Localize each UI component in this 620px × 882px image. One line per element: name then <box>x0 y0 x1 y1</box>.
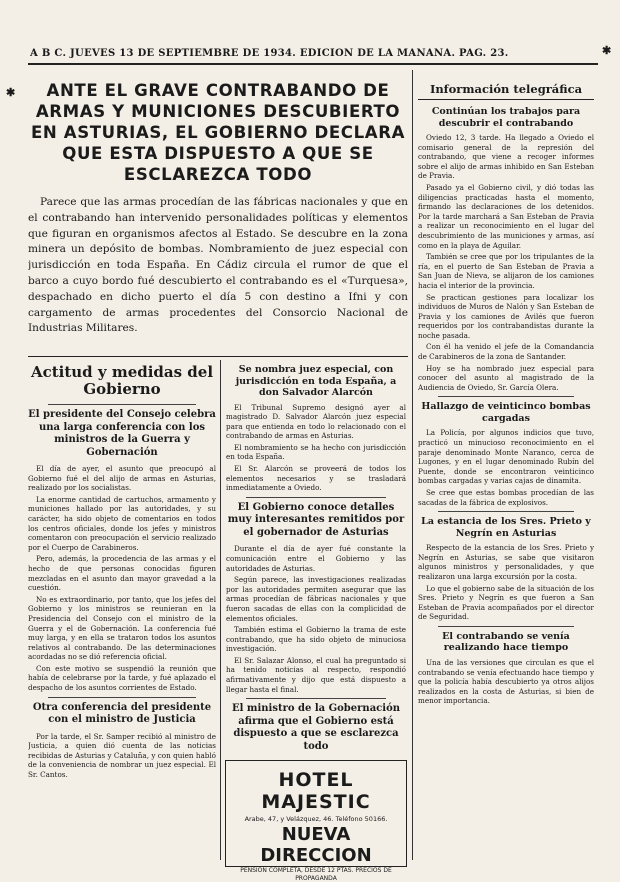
col2-subhead-1: El Gobierno conoce detalles muy interesantes remitidos por el gobernador de Asturias <box>227 501 405 538</box>
ad-pension-text: PENSION COMPLETA, DESDE 12 PTAS. PRECIOS DE PROPAGANDA <box>240 867 392 882</box>
separator <box>438 396 574 397</box>
paragraph: También se cree que por los tripulantes de la ría, en el puerto de San Esteban de Pravia a San Juan de Nieva, se alijaron de los camiones hacia el interior de la provincia. <box>418 252 594 290</box>
col3-subhead-2: Hallazgo de veinticinco bombas cargadas <box>421 401 591 424</box>
col3-subhead-1: Continúan los trabajos para descubrir el contrabando <box>431 106 581 129</box>
lead-rule <box>28 356 408 357</box>
paragraph: Se cree que estas bombas procedían de las sacadas de la fábrica de explosivos. <box>418 488 594 507</box>
lead-paragraph: Parece que las armas procedían de las fábricas nacionales y que en el contrabando han intervenido personalidades políticas y elementos que figuran en organismos afectos al Estado. Se descubre en la zona minera un depósito de bombas. Nombramiento de juez especial con jurisdicción en toda España. En Cádiz circula el rumor de que el barco a cuyo bordo fué descubierto el contrabando es el «Turquesa», despachado en dicho puerto el día 5 con destino a Ifni y con cargamento de armas procedentes del Consorcio Nacional de Industrias Militares. <box>28 196 408 335</box>
col2-subhead-2: El ministro de la Gobernación afirma que el Gobierno está dispuesto a que se esclarezca todo <box>231 703 401 752</box>
separator <box>246 698 386 699</box>
paragraph: El Sr. Alarcón se proveerá de todos los elementos necesarios y se trasladará inmediatamente a Oviedo. <box>226 464 406 493</box>
header-rule <box>28 63 598 65</box>
col3-subhead-3: La estancia de los Sres. Prieto y Negrín en Asturias <box>421 516 591 539</box>
column-3 <box>418 102 594 860</box>
paragraph: Pasado ya el Gobierno civil, y dió todas las diligencias practicadas hasta el momento, firmando las declaraciones de los detenidos. Por la tarde marchará a San Esteban de Pravia a realizar un reconocimiento en el lugar del descubrimiento de las municiones y armas, así como en la playa de Aguilar. <box>418 182 594 250</box>
section-rule <box>418 99 594 100</box>
paragraph: Hoy se ha nombrado juez especial para conocer del asunto al magistrado de la Audiencia de Oviedo, Sr. García Olera. <box>418 363 594 392</box>
paragraph: Con este motivo se suspendió la reunión que había de celebrarse por la tarde, y fué aplazado el despacho de los asuntos corrientes de Estado. <box>28 663 216 693</box>
paragraph: El nombramiento se ha hecho con jurisdicción en toda España. <box>226 442 406 462</box>
ad-new-direction: NUEVA DIRECCION <box>260 824 372 866</box>
ad-hotel-name: HOTEL MAJESTIC <box>261 769 371 813</box>
paragraph: También estima el Gobierno la trama de este contrabando, que ha sido objeto de minuciosa investigación. <box>226 625 406 654</box>
paragraph: Lo que el gobierno sabe de la situación de los Sres. Prieto y Negrín es que fueron a San Esteban de Pravia acompañados por el director de Seguridad. <box>418 583 594 622</box>
paragraph: No es extraordinario, por tanto, que los jefes del Gobierno y los ministros se reunieran en la Presidencia del Consejo con el ministro de la Guerra y el de Gobernación. La conferencia fué muy larga, y en ella se trataron todos los asuntos relativos al contrabando. De las determinaciones acordadas no se dió referencia oficial. <box>28 594 216 662</box>
paragraph: El Tribunal Supremo designó ayer al magistrado D. Salvador Alarcón juez especial para que entienda en todo lo relacionado con el contrabando de armas en Asturias. <box>226 402 406 441</box>
separator <box>438 626 574 627</box>
separator <box>438 511 574 512</box>
column-rule-mid <box>220 360 221 860</box>
paragraph: El día de ayer, el asunto que preocupó al Gobierno fué el del alijo de armas en Asturias, realizado por los socialistas. <box>28 464 216 493</box>
separator <box>246 497 386 498</box>
paragraph: Se practican gestiones para localizar los individuos de Muros de Nalón y San Esteban de Pravia y los camiones de Avilés que fueron requeridos por los contrabandistas durante la noche pasada. <box>418 292 594 340</box>
paragraph: Por la tarde, el Sr. Samper recibió al ministro de Justicia, a quien dió cuenta de las noticias recibidas de Asturias y Cataluña, y con quien habló de la conveniencia de nombrar un juez especial. El Sr. Cantos. <box>28 731 216 780</box>
margin-mark-left: ✱ <box>6 86 16 99</box>
column-1 <box>28 360 216 860</box>
ad-address: Arabe, 47, y Velázquez, 46. Teléfono 50166. <box>244 815 388 823</box>
main-headline: ANTE EL GRAVE CONTRABANDO DE ARMAS Y MUNICIONES DESCUBIERTO EN ASTURIAS, EL GOBIERNO DECLARA QUE ESTA DISPUESTO A QUE SE ESCLAREZCA TODO <box>30 81 406 184</box>
paragraph: Una de las versiones que circulan es que el contrabando se venía efectuando hace tiempo y que la policía había descubierto ya otros alijos realizados en la costa de Asturias, si bien de menor importancia. <box>418 657 594 706</box>
col1-subhead-1: El presidente del Consejo celebra una larga conferencia con los ministros de la Guerra y Gobernación <box>28 409 216 458</box>
column-rule-right <box>412 70 413 860</box>
col1-subhead-2: Otra conferencia del presidente con el ministro de Justicia <box>32 701 212 726</box>
separator <box>48 404 196 405</box>
col2-title: Se nombra juez especial, con jurisdicción en toda España, a don Salvador Alarcón <box>235 364 397 398</box>
hotel-advertisement <box>225 760 407 882</box>
paragraph: Durante el día de ayer fué constante la comunicación entre el Gobierno y las autoridades de Asturias. <box>226 544 406 573</box>
paragraph: La Policía, por algunos indicios que tuvo, practicó un minucioso reconocimiento en el paraje denominado Monte Naranco, cerca de Lugones, y en el lugar denominado Rubín del Puente, donde se encontraron veinticinco bombas cargadas y varias cajas de dinamita. <box>418 428 594 486</box>
separator <box>48 697 196 698</box>
paragraph: Oviedo 12, 3 tarde. Ha llegado a Oviedo el comisario general de la represión del contrabando, que viene a recoger informes sobre el alijo de armas inhibido en San Esteban de Pravia. <box>418 133 594 181</box>
margin-mark-right: ✱ <box>602 44 612 57</box>
paragraph: El Sr. Salazar Alonso, el cual ha preguntado si ha tenido noticias al respecto, respondió afirmativamente y dijo que está dispuesto a llegar hasta el final. <box>226 655 406 694</box>
paragraph: Respecto de la estancia de los Sres. Prieto y Negrín en Asturias, se sabe que visitaron algunos ministros y personalidades, y que realizaron una larga excursión por la costa. <box>418 543 594 581</box>
col1-title: Actitud y medidas del Gobierno <box>30 363 214 398</box>
page-header: A B C. JUEVES 13 DE SEPTIEMBRE DE 1934. EDICION DE LA MAÑANA. PAG. 23. <box>30 48 509 59</box>
paragraph: Según parece, las investigaciones realizadas por las autoridades permiten asegurar que las armas procedían de fábricas nacionales y que fueron sacadas de ellas con la complicidad de elementos oficiales. <box>226 575 406 623</box>
column-2 <box>226 360 406 755</box>
paragraph: La enorme cantidad de cartuchos, armamento y municiones hallado por las autoridades, y su carácter, ha sido objeto de comentarios en todos los centros oficiales, donde los jefes y ministros comentaron con preocupación el servicio realizado por el Cuerpo de Carabineros. <box>28 494 216 552</box>
paragraph: Pero, además, la procedencia de las armas y el hecho de que personas conocidas figuren mezcladas en el asunto dan mayor gravedad a la cuestión. <box>28 554 216 593</box>
col3-subhead-4: El contrabando se venía realizando hace tiempo <box>442 630 570 654</box>
section-heading: Información telegráfica <box>429 82 583 96</box>
paragraph: Con él ha venido el jefe de la Comandancia de Carabineros de la zona de Santander. <box>418 342 594 362</box>
